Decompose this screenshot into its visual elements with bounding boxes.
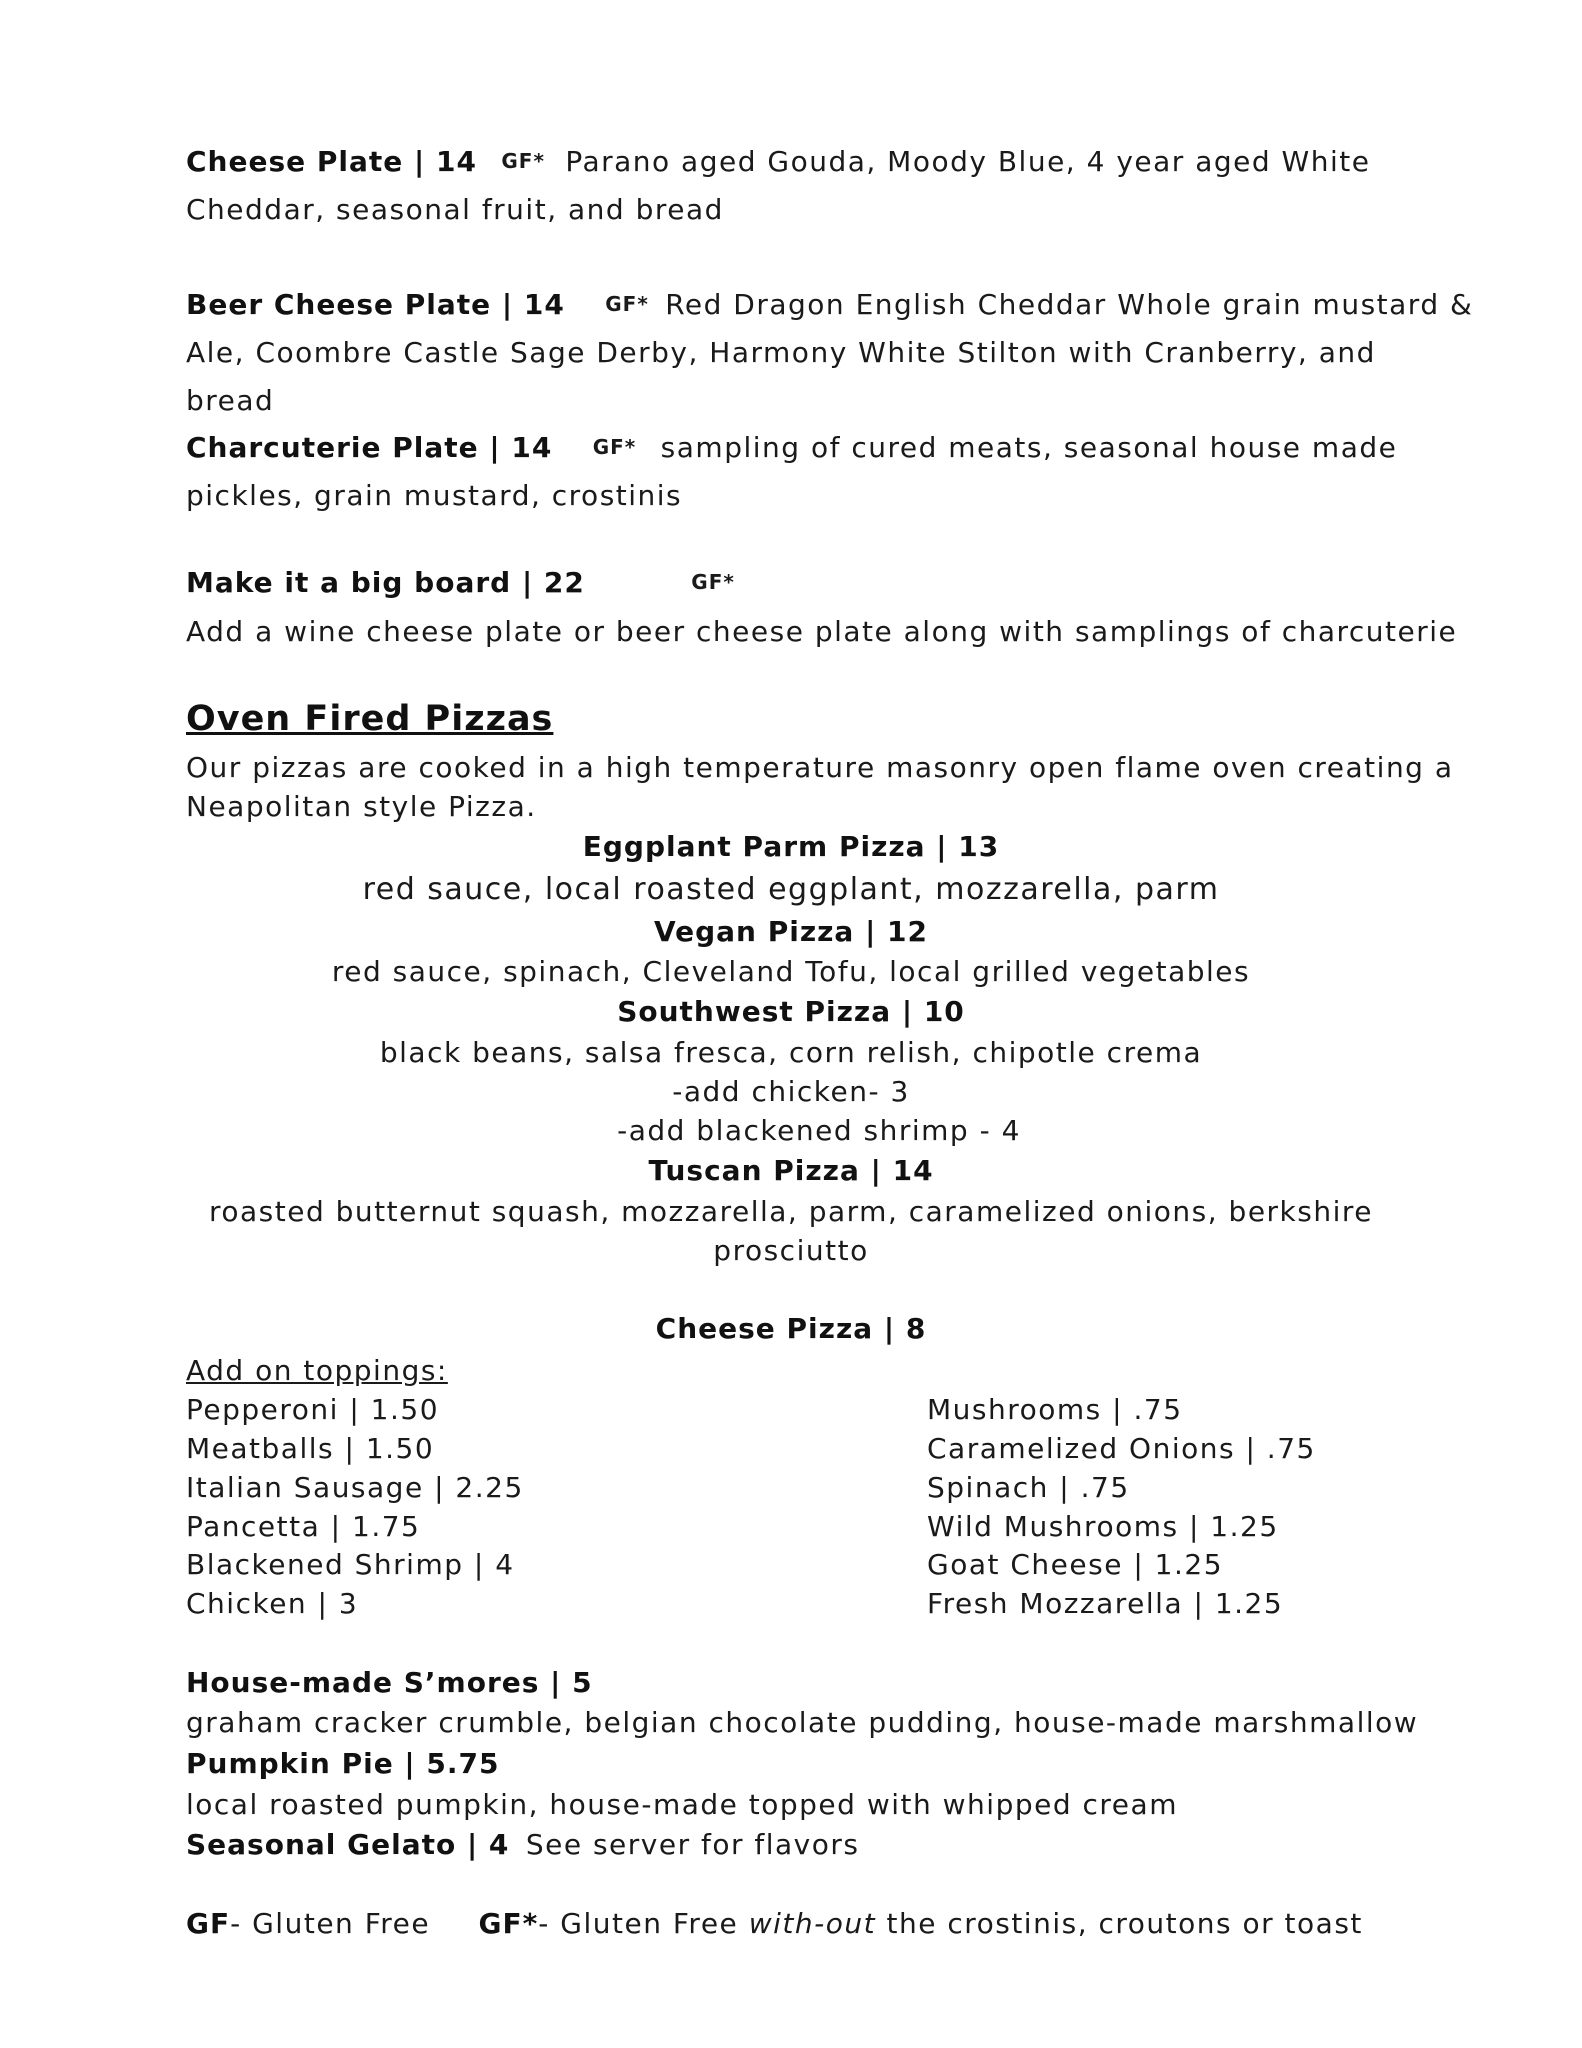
gelato-name: Seasonal Gelato | 4 (186, 1828, 510, 1861)
topping-item: Wild Mushrooms | 1.25 (927, 1510, 1279, 1543)
cheese-plate-desc-cont: Cheddar, seasonal fruit, and bread (186, 193, 724, 226)
gluten-free-mark: GF* (501, 149, 545, 173)
gluten-free-legend (186, 1907, 1363, 1940)
big-board-name: Make it a big board | 22 (186, 566, 585, 599)
beer-cheese-plate-name: Beer Cheese Plate | 14 (186, 288, 565, 321)
gluten-free-mark: GF* (691, 570, 735, 594)
topping-item: Meatballs | 1.50 (186, 1432, 435, 1465)
beer-cheese-plate-desc: Red Dragon English Cheddar Whole grain mustard & (665, 288, 1474, 321)
gf-text: - Gluten Free (230, 1907, 431, 1940)
pizzas-intro: Our pizzas are cooked in a high temperature masonry open flame oven creating a (186, 751, 1454, 784)
topping-item: Spinach | .75 (927, 1471, 1130, 1504)
smores-desc: graham cracker crumble, belgian chocolate pudding, house-made marshmallow (186, 1706, 1419, 1739)
topping-item: Pancetta | 1.75 (186, 1510, 421, 1543)
eggplant-pizza-name: Eggplant Parm Pizza | 13 (582, 830, 1000, 863)
charcuterie-plate-desc-cont: pickles, grain mustard, crostinis (186, 479, 683, 512)
cheese-plate-name: Cheese Plate | 14 (186, 145, 477, 178)
topping-item: Goat Cheese | 1.25 (927, 1548, 1224, 1581)
southwest-addon-chicken: -add chicken- 3 (672, 1075, 910, 1108)
beer-cheese-plate-desc-cont: Ale, Coombre Castle Sage Derby, Harmony White Stilton with Cranberry, and (186, 336, 1376, 369)
gf-star-emphasis: with-out (748, 1907, 877, 1940)
topping-item: Pepperoni | 1.50 (186, 1393, 440, 1426)
cheese-plate-desc: Parano aged Gouda, Moody Blue, 4 year aged White (565, 145, 1371, 178)
tuscan-pizza-name: Tuscan Pizza | 14 (648, 1154, 934, 1187)
gluten-free-mark: GF* (605, 292, 649, 316)
gelato-item (186, 1828, 860, 1861)
toppings-label: Add on toppings: (186, 1354, 448, 1387)
eggplant-pizza-desc: red sauce, local roasted eggplant, mozzarella, parm (362, 872, 1220, 907)
beer-cheese-plate-desc-cont2: bread (186, 384, 275, 417)
smores-name: House-made S’mores | 5 (186, 1666, 593, 1699)
vegan-pizza-name: Vegan Pizza | 12 (653, 915, 929, 948)
charcuterie-plate-desc: sampling of cured meats, seasonal house made (660, 431, 1398, 464)
gf-star-text: - Gluten Free (538, 1907, 739, 1940)
tuscan-pizza-desc: roasted butternut squash, mozzarella, parm, caramelized onions, berkshire (208, 1195, 1374, 1228)
topping-item: Chicken | 3 (186, 1587, 359, 1620)
tuscan-pizza-desc-cont: prosciutto (713, 1234, 869, 1267)
gluten-free-mark: GF* (592, 435, 637, 459)
beer-cheese-plate-item (186, 288, 1473, 321)
gelato-desc: See server for flavors (525, 1828, 860, 1861)
pumpkin-pie-name: Pumpkin Pie | 5.75 (186, 1747, 500, 1780)
southwest-addon-shrimp: -add blackened shrimp - 4 (617, 1114, 1021, 1147)
topping-item: Italian Sausage | 2.25 (186, 1471, 524, 1504)
gf-star-label: GF* (478, 1907, 539, 1940)
gf-label: GF (186, 1907, 231, 1940)
charcuterie-plate-item (186, 431, 1397, 464)
topping-item: Caramelized Onions | .75 (927, 1432, 1316, 1465)
gf-star-text-post: the crostinis, croutons or toast (886, 1907, 1363, 1940)
topping-item: Blackened Shrimp | 4 (186, 1548, 515, 1581)
cheese-plate-item (186, 145, 1370, 178)
cheese-pizza-name: Cheese Pizza | 8 (655, 1312, 927, 1345)
big-board-item (186, 566, 735, 599)
pizzas-intro-cont: Neapolitan style Pizza. (186, 790, 537, 823)
topping-item: Fresh Mozzarella | 1.25 (927, 1587, 1284, 1620)
southwest-pizza-name: Southwest Pizza | 10 (617, 995, 965, 1028)
pumpkin-pie-desc: local roasted pumpkin, house-made topped with whipped cream (186, 1788, 1178, 1821)
southwest-pizza-desc: black beans, salsa fresca, corn relish, chipotle crema (379, 1036, 1203, 1069)
big-board-desc: Add a wine cheese plate or beer cheese plate along with samplings of charcuterie (186, 615, 1458, 648)
topping-item: Mushrooms | .75 (927, 1393, 1183, 1426)
vegan-pizza-desc: red sauce, spinach, Cleveland Tofu, local grilled vegetables (331, 955, 1251, 988)
section-heading-pizzas: Oven Fired Pizzas (186, 699, 554, 739)
charcuterie-plate-name: Charcuterie Plate | 14 (186, 431, 553, 464)
